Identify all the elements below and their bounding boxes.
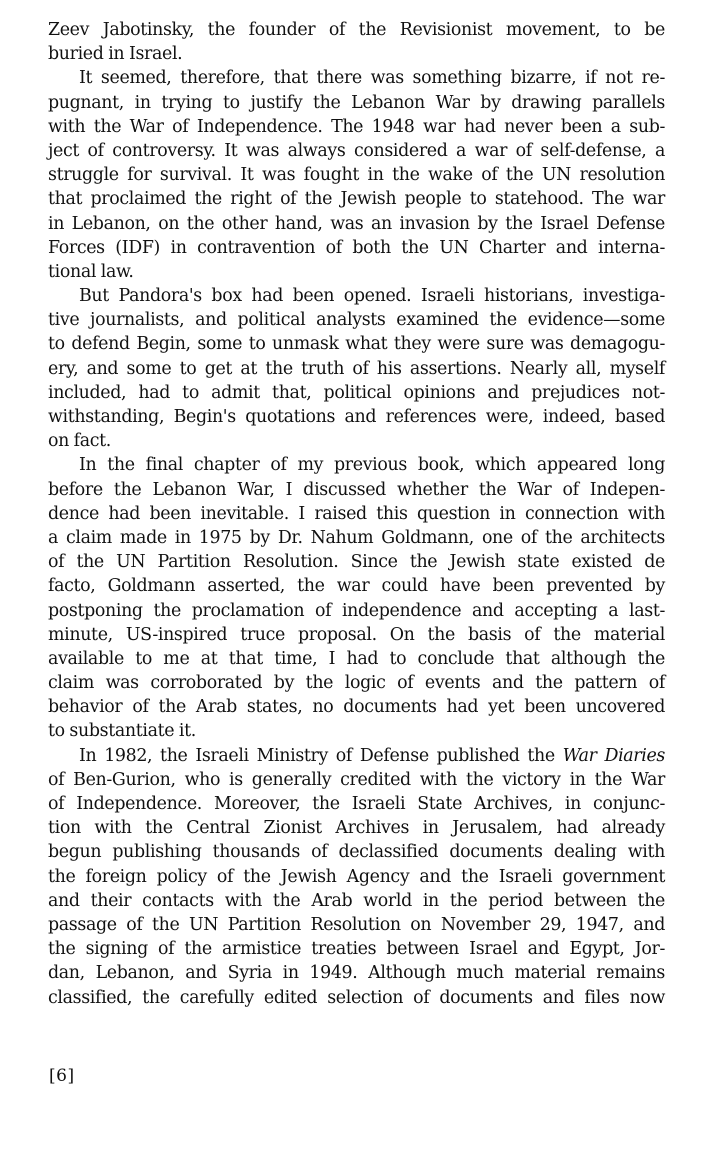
text-line: in Lebanon, on the other hand, was an invasion by the Israel Defense [48,213,665,234]
text-line: of Ben-Gurion, who is generally credited with the victory in the War [48,769,665,790]
text-line: begun publishing thousands of declassified documents dealing with [48,842,665,863]
text-line: ject of controversy. It was always considered a war of self-defense, a [48,140,665,161]
text-line: to substantiate it. [48,721,196,742]
text-line: withstanding, Begin's quotations and references were, indeed, based [48,407,665,427]
text-line: of Independence. Moreover, the Israeli State Archives, in conjunc- [48,794,665,814]
text-line: included, had to admit that, political opinions and prejudices not- [48,382,665,403]
text-line: dan, Lebanon, and Syria in 1949. Although much material remains [48,963,665,984]
text-line: facto, Goldmann asserted, the war could have been prevented by [48,576,665,597]
text-line: behavior of the Arab states, no documents had yet been uncovered [48,697,665,718]
text-line: to defend Begin, some to unmask what they were sure was demagogu- [48,334,665,355]
paragraph [48,284,665,453]
text-line: on fact. [48,431,111,452]
paragraph [48,66,665,284]
book-title-italic: War Diaries [562,745,665,766]
text-line: claim was corroborated by the logic of events and the pattern of [48,673,665,694]
page-number: [6] [49,1066,75,1086]
text-line: minute, US-inspired truce proposal. On the basis of the material [48,624,665,645]
paragraph [48,453,665,743]
text-line: a claim made in 1975 by Dr. Nahum Goldmann, one of the architects [48,527,665,548]
text-line: classified, the carefully edited selection of documents and files now [48,987,665,1008]
text-line: before the Lebanon War, I discussed whether the War of Indepen- [48,479,665,500]
text-line: buried in Israel. [48,44,183,65]
page-body [48,18,665,1010]
text-line: tive journalists, and political analysts examined the evidence—some [48,310,665,331]
text-run: In 1982, the Israeli Ministry of Defense published the [79,745,563,766]
text-line: with the War of Independence. The 1948 war had never been a sub- [48,116,665,137]
text-line: postponing the proclamation of independence and accepting a last- [48,600,665,621]
text-line: Forces (IDF) in contravention of both the UN Charter and interna- [48,237,665,258]
text-line: that proclaimed the right of the Jewish people to statehood. The war [48,189,665,210]
text-line: dence had been inevitable. I raised this question in connection with [48,503,665,524]
text-line: But Pandora's box had been opened. Israeli historians, investiga- [79,286,665,307]
text-line: In the final chapter of my previous book, which appeared long [79,455,665,476]
text-line: the signing of the armistice treaties between Israel and Egypt, Jor- [48,939,665,960]
text-line: It seemed, therefore, that there was something bizarre, if not re- [79,68,665,89]
body-text [48,18,665,744]
text-line: pugnant, in trying to justify the Lebanon War by drawing parallels [48,92,665,113]
text-line: the foreign policy of the Jewish Agency and the Israeli government [48,866,665,887]
text-line: and their contacts with the Arab world in the period between the [48,890,665,911]
paragraph [48,18,665,66]
paragraph-last [48,744,665,1010]
text-line: of the UN Partition Resolution. Since the Jewish state existed de [48,552,665,573]
text-line: tional law. [48,261,134,282]
text-line: ery, and some to get at the truth of his assertions. Nearly all, myself [48,358,665,379]
text-line: passage of the UN Partition Resolution on November 29, 1947, and [48,914,665,935]
text-line [48,744,665,768]
text-line: tion with the Central Zionist Archives in Jerusalem, had already [48,818,665,839]
text-line: struggle for survival. It was fought in the wake of the UN resolution [48,165,665,186]
paragraph-last-lines [48,768,665,1010]
text-line: available to me at that time, I had to conclude that although the [48,648,665,669]
text-line: Zeev Jabotinsky, the founder of the Revisionist movement, to be [48,20,665,40]
